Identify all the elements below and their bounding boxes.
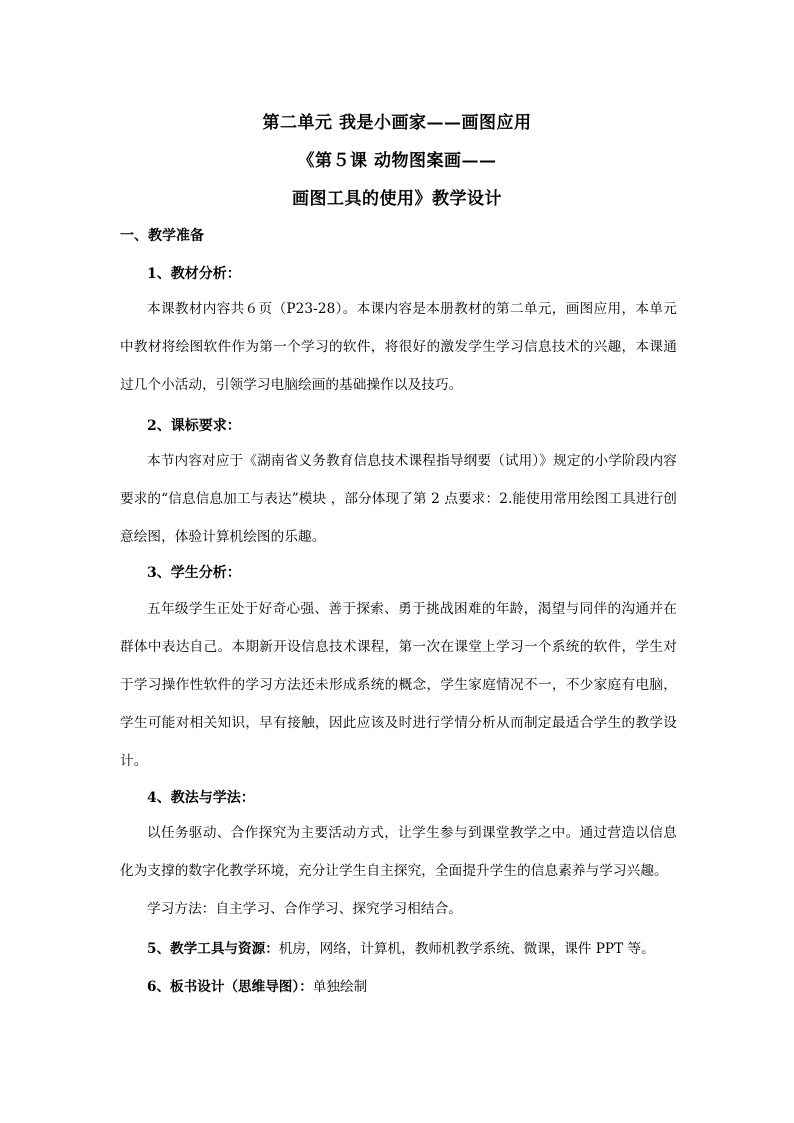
section-heading-1: 一、教学准备 — [120, 228, 204, 244]
subheading-curriculum-requirements: 2、课标要求： — [147, 418, 241, 434]
subheading-student-analysis: 3、学生分析： — [147, 565, 241, 581]
paragraph-learning-methods: 学习方法：自主学习、合作学习、探究学习相结合。 — [147, 901, 462, 917]
title-line-3: 画图工具的使用》教学设计 — [292, 189, 502, 209]
title-line-2: 《第５课 动物图案画—— — [297, 151, 497, 171]
line-board-design — [147, 975, 367, 995]
subheading-teaching-methods: 4、教法与学法： — [147, 790, 255, 806]
paragraph-curriculum-requirements: 本节内容对应于《湖南省义务教育信息技术课程指导纲要（试用）》规定的小学阶段内容要求的“信息信息加工与表达”模块 ，部分体现了第 2 点要求：2.能使用常用绘图工具进行创意绘图，体验计算机绘图的乐趣。 — [120, 453, 677, 545]
board-design-label: 6、板书设计（思维导图）： — [147, 979, 313, 995]
paragraph-material-analysis: 本课教材内容共６页（P23-28）。本课内容是本册教材的第二单元，画图应用，本单元中教材将绘图软件作为第一个学习的软件，将很好的激发学生学习信息技术的兴趣，本课通过几个小活动，引领学习电脑绘画的基础操作以及技巧。 — [120, 301, 677, 393]
line-teaching-tools — [147, 937, 655, 957]
subheading-material-analysis: 1、教材分析： — [147, 266, 241, 282]
title-line-1: 第二单元 我是小画家——画图应用 — [262, 113, 532, 133]
teaching-tools-label: 5、教学工具与资源： — [147, 941, 279, 957]
paragraph-student-analysis: 五年级学生正处于好奇心强、善于探索、勇于挑战困难的年龄，渴望与同伴的沟通并在群体中表达自己。本期新开设信息技术课程，第一次在课堂上学习一个系统的软件，学生对于学习操作性软件的学习方法还未形成系统的概念，学生家庭情况不一，不少家庭有电脑，学生可能对相关知识，早有接触，因此应该及时进行学情分析从而制定最适合学生的教学设计。 — [120, 601, 677, 769]
board-design-text: 单独绘制 — [312, 979, 368, 995]
teaching-tools-text: 机房，网络，计算机，教师机教学系统、微课，课件 PPT 等。 — [278, 941, 655, 957]
paragraph-teaching-methods: 以任务驱动、合作探究为主要活动方式，让学生参与到课堂教学之中。通过营造以信息化为支撑的数字化教学环境，充分让学生自主探究，全面提升学生的信息素养与学习兴趣。 — [120, 825, 677, 879]
